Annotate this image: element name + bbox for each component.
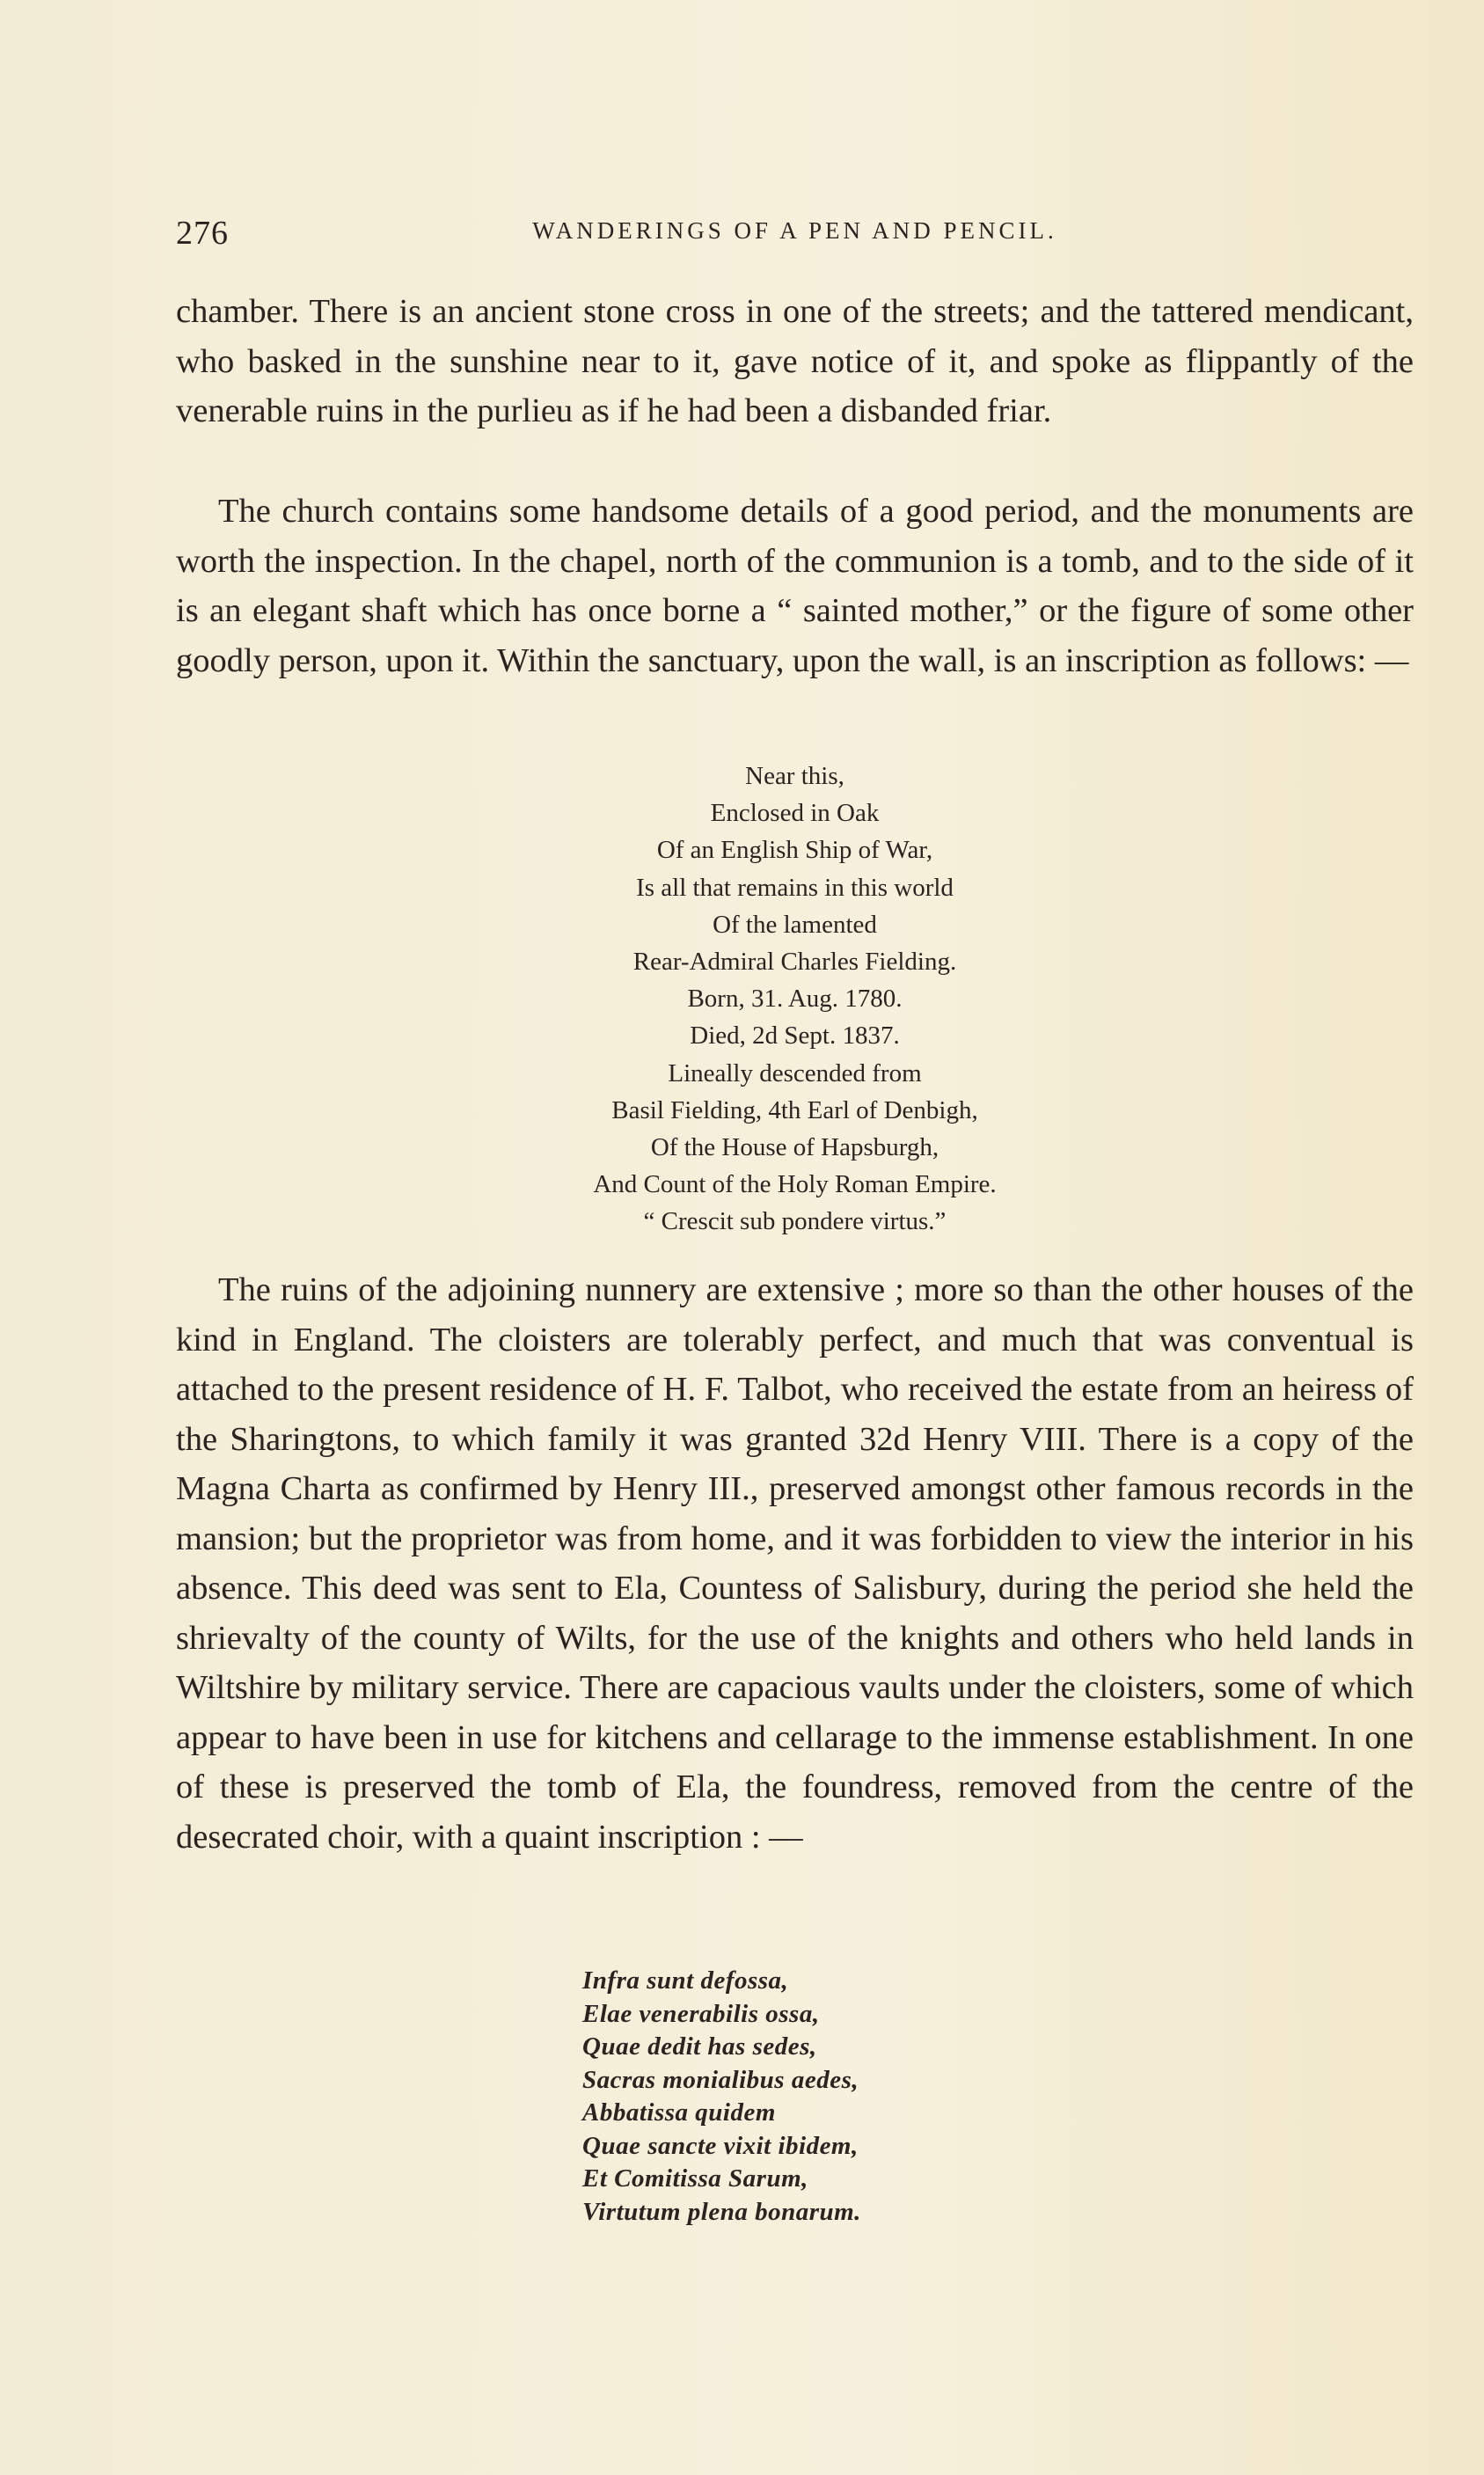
inscription-line: Near this, (745, 762, 844, 790)
latin-line: Infra sunt defossa, (582, 1966, 789, 1995)
page-header (176, 214, 1414, 252)
inscription-line: Enclosed in Oak (710, 799, 880, 828)
running-head: WANDERINGS OF A PEN AND PENCIL. (532, 217, 1057, 244)
inscription-line: Of the House of Hapsburgh, (650, 1133, 939, 1162)
inscription-line: Born, 31. Aug. 1780. (687, 985, 903, 1014)
inscription-line: “ Crescit sub pondere virtus.” (643, 1207, 947, 1236)
latin-line: Sacras monialibus aedes, (582, 2065, 859, 2094)
inscription-line: Died, 2d Sept. 1837. (690, 1021, 900, 1051)
latin-line: Quae sancte vixit ibidem, (582, 2131, 859, 2160)
inscription-line: Rear-Admiral Charles Fielding. (632, 948, 957, 977)
paragraph-nunnery: The ruins of the adjoining nunnery are extensive ; more so than the other houses of the kind in England. The cloisters are tolerably perfect, and much that was conventual is attached to the present residence of H. F. Talbot, who received the estate from an heiress of the Sharingtons, to which family it was granted 32d Henry VIII. There is a copy of the Magna Charta as confirmed by Henry III., preserved amongst other famous records in the mansion; but the proprietor was from home, and it was forbidden to view the interior in his absence. This deed was sent to Ela, Countess of Salisbury, during the period she held the shrievalty of the county of Wilts, for the use of the knights and others who held lands in Wiltshire by military service. There are capacious vaults under the cloisters, some of which appear to have been in use for kitchens and cellarage to the immense establishment. In one of these is preserved the tomb of Ela, the foundress, removed from the centre of the desecrated choir, with a quaint inscription : — (176, 1271, 1414, 1856)
latin-line: Elae venerabilis ossa, (582, 1999, 820, 2028)
latin-line: Abbatissa quidem (582, 2098, 776, 2127)
latin-line: Virtutum plena bonarum. (582, 2197, 861, 2226)
latin-line: Quae dedit has sedes, (582, 2032, 817, 2061)
inscription-line: Of an English Ship of War, (656, 836, 933, 865)
page-number: 276 (176, 215, 229, 252)
inscription-line: Is all that remains in this world (636, 873, 954, 902)
inscription-line: Lineally descended from (668, 1058, 922, 1087)
inscription-line: Basil Fielding, 4th Earl of Denbigh, (611, 1095, 978, 1124)
inscription-line: Of the lamented (713, 910, 877, 939)
ela-latin-inscription (582, 1965, 861, 2229)
fielding-inscription (176, 758, 1414, 1241)
latin-line: Et Comitissa Sarum, (582, 2164, 808, 2193)
paragraph-church: The church contains some handsome details of a good period, and the monuments are worth the inspection. In the chapel, north of the communion is a tomb, and to the side of it is an elegant shaft which has once borne a “ sainted mother,” or the figure of some other goodly person, upon it. Within the sanctuary, upon the wall, is an inscription as follows: — (176, 493, 1414, 679)
inscription-line: And Count of the Holy Roman Empire. (593, 1170, 997, 1199)
paragraph-continuation: chamber. There is an ancient stone cross in one of the streets; and the tattered mendicant, who basked in the sunshine near to it, gave notice of it, and spoke as flippantly of the venerable ruins in the purlieu as if he had been a disbanded friar. (176, 293, 1414, 429)
